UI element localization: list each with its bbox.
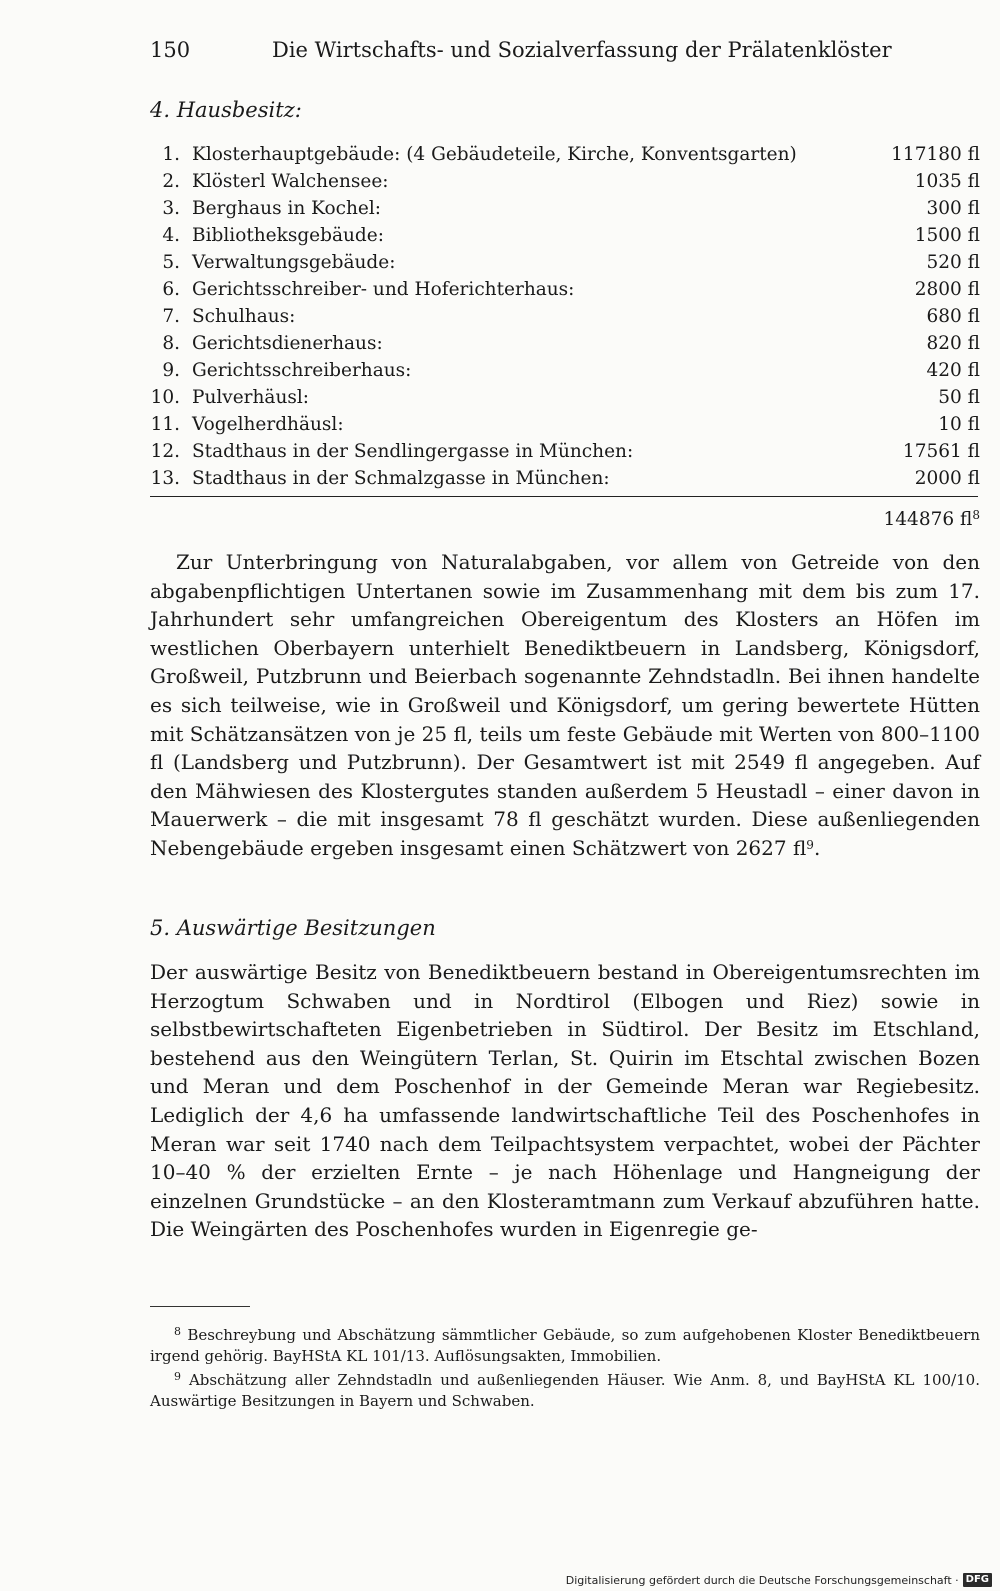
property-row [150, 468, 980, 495]
property-row [150, 441, 980, 468]
property-row [150, 333, 980, 360]
paragraph-zehndstadln: Zur Unterbringung von Naturalabgaben, vor allem von Getreide von den abgabenpflichtigen Untertanen sowie im Zusammenhang mit dem bis zum 17. Jahrhundert sehr umfangreichen Obereigentum des Klosters an Höfen im westlichen Oberbayern unterhielt Benediktbeuern in Landsberg, Königsdorf, Großweil, Putzbrunn und Beierbach sogenannte Zehndstadln. Bei ihnen handelte es sich teilweise, wie in Großweil und Königsdorf, um gering bewertete Hütten mit Schätzansätzen von je 25 fl, teils um feste Gebäude mit Werten von 800–1100 fl (Landsberg und Putzbrunn). Der Gesamtwert ist mit 2549 fl angegeben. Auf den Mähwiesen des Klostergutes standen außerdem 5 Heustadl – einer davon in Mauerwerk – die mit insgesamt 78 fl geschätzt wurden. Diese außenliegenden Nebengebäude ergeben insgesamt einen Schätzwert von 2627 $fl^9$. [150, 550, 980, 860]
footnote-ref-9: 9 [806, 837, 814, 852]
page-header [150, 38, 980, 72]
section-heading-auswaertige-besitzungen: 5. Auswärtige Besitzungen [150, 916, 436, 940]
section-heading-hausbesitz: 4. Hausbesitz: [150, 98, 302, 122]
funding-notice [566, 1573, 992, 1587]
footnote-9: $^9$ Abschätzung aller Zehndstadln und außenliegenden Häuser. Wie Anm. 8, und BayHStA KL 100/10. Auswärtige Besitzungen in Bayern und Schwaben. [150, 1370, 980, 1410]
property-number: 10. [150, 387, 180, 408]
property-list [150, 144, 980, 495]
property-row [150, 171, 980, 198]
property-label: Klosterhauptgebäude: (4 Gebäudeteile, Kirche, Konventsgarten) [192, 144, 797, 165]
footnote-8: $^8$ Beschreybung und Abschätzung sämmtlicher Gebäude, so zum aufgehobenen Kloster Benediktbeuern irgend gehörig. BayHStA KL 101/13. Auflösungsakten, Immobilien. [150, 1325, 980, 1365]
property-value: 680 fl [926, 306, 980, 327]
property-value: 300 fl [926, 198, 980, 219]
footnote-ref-8: 8 [972, 508, 980, 522]
property-value: 520 fl [926, 252, 980, 273]
property-value: 2800 fl [914, 279, 980, 300]
property-number: 4. [162, 225, 180, 246]
property-row [150, 279, 980, 306]
property-label: Stadthaus in der Sendlingergasse in München: [192, 441, 634, 462]
footnote-divider [150, 1306, 250, 1307]
property-number: 5. [162, 252, 180, 273]
sum-rule [150, 496, 978, 497]
property-value: 17561 fl [902, 441, 980, 462]
property-number: 11. [150, 414, 180, 435]
dfg-logo-icon: DFG [963, 1573, 992, 1587]
property-label: Vogelherdhäusl: [192, 414, 344, 435]
property-row [150, 144, 980, 171]
property-number: 8. [162, 333, 180, 354]
funding-text: Digitalisierung gefördert durch die Deutsche Forschungsgemeinschaft · [565, 1573, 959, 1587]
property-number: 9. [162, 360, 180, 381]
property-label: Gerichtsdienerhaus: [192, 333, 383, 354]
property-value: 117180 fl [891, 144, 980, 165]
running-title: Die Wirtschafts- und Sozialverfassung der Prälatenklöster [272, 38, 892, 62]
property-row [150, 306, 980, 333]
property-label: Gerichtsschreiber- und Hoferichterhaus: [192, 279, 575, 300]
property-number: 3. [162, 198, 180, 219]
property-row [150, 252, 980, 279]
property-number: 1. [162, 144, 180, 165]
property-label: Verwaltungsgebäude: [192, 252, 396, 273]
property-number: 12. [150, 441, 180, 462]
property-number: 13. [150, 468, 180, 489]
property-value: 2000 fl [914, 468, 980, 489]
total-value: 144876 $fl^8$ [883, 508, 980, 530]
property-value: 50 fl [938, 387, 980, 408]
property-value: 420 fl [926, 360, 980, 381]
property-number: 7. [162, 306, 180, 327]
property-label: Gerichtsschreiberhaus: [192, 360, 412, 381]
property-row [150, 225, 980, 252]
property-label: Bibliotheksgebäude: [192, 225, 384, 246]
property-row [150, 360, 980, 387]
property-value: 10 fl [938, 414, 980, 435]
property-label: Berghaus in Kochel: [192, 198, 382, 219]
paragraph-auswaertiger-besitz: Der auswärtige Besitz von Benediktbeuern bestand in Obereigentumsrechten im Herzogtum Schwaben und in Nordtirol (Elbogen und Riez) sowie in selbstbewirtschafteten Eigenbetrieben in Südtirol. Der Besitz im Etschland, bestehend aus den Weingütern Terlan, St. Quirin im Etschtal zwischen Bozen und Meran und dem Poschenhof in der Gemeinde Meran war Regiebesitz. Lediglich der 4,6 ha umfassende landwirtschaftliche Teil des Poschenhofes in Meran war seit 1740 nach dem Teilpachtsystem verpachtet, wobei der Pächter 10–40 % der erzielten Ernte – je nach Höhenlage und Hangneigung der einzelnen Grundstücke – an den Klosteramtmann zum Verkauf abzuführen hatte. Die Weingärten des Poschenhofes wurden in Eigenregie ge- [150, 960, 980, 1242]
property-value: 1035 fl [914, 171, 980, 192]
property-value: 820 fl [926, 333, 980, 354]
property-label: Pulverhäusl: [192, 387, 310, 408]
property-label: Stadthaus in der Schmalzgasse in München: [192, 468, 610, 489]
property-label: Schulhaus: [192, 306, 296, 327]
property-row [150, 387, 980, 414]
property-label: Klösterl Walchensee: [192, 171, 389, 192]
property-row [150, 198, 980, 225]
property-number: 6. [162, 279, 180, 300]
property-row [150, 414, 980, 441]
page-number: 150 [150, 38, 191, 62]
property-value: 1500 fl [914, 225, 980, 246]
property-number: 2. [162, 171, 180, 192]
